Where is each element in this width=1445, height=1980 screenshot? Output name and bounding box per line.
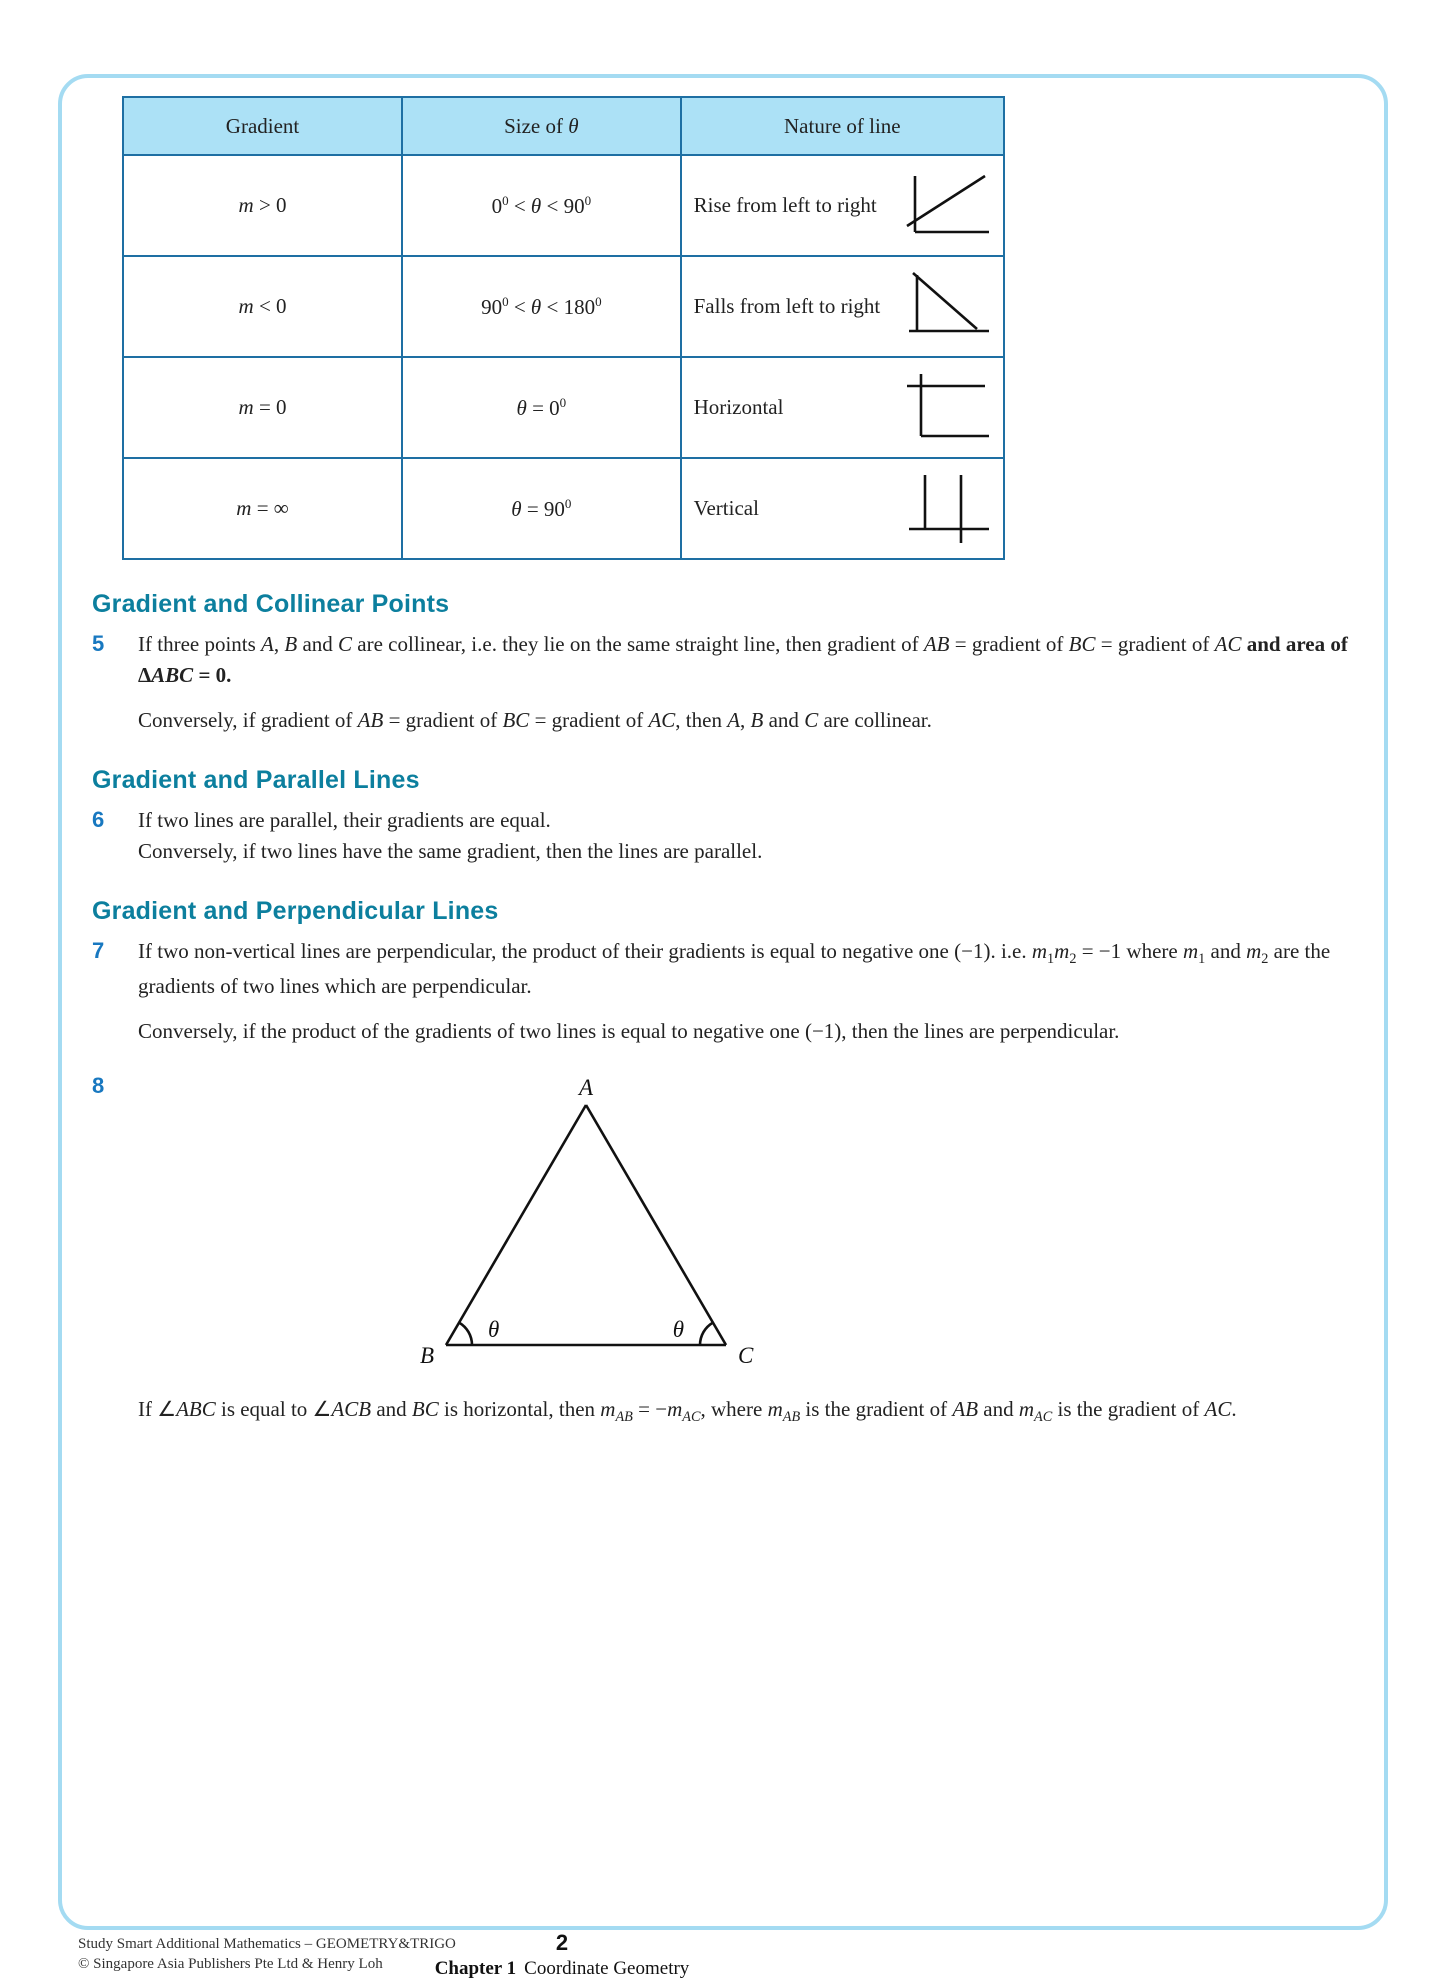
nature-text: Vertical	[693, 496, 759, 520]
chapter-reference	[312, 1958, 812, 1980]
item-number: 5	[92, 631, 105, 656]
chapter-label: Chapter 1	[434, 1958, 517, 1979]
item-8	[92, 1071, 1355, 1428]
item-number: 7	[92, 938, 105, 964]
perpendicular-paragraph-1: If two non-vertical lines are perpendicular, the product of their gradients is equal to negative one (−1). i.e. $m_1m_2 = -1$ where $m_1$ and $m_2$ are the gradients of two lines which are perpendicular.	[138, 939, 1331, 998]
table-header-row	[123, 97, 1004, 155]
parallel-paragraph-2: Conversely, if two lines have the same gradient, then the lines are parallel.	[138, 839, 763, 864]
nature-text: Falls from left to right	[693, 294, 881, 318]
size-cell: $90^0 < \theta < 180^0$	[402, 256, 681, 357]
isosceles-triangle-figure	[406, 1075, 766, 1384]
chapter-title: Coordinate Geometry	[524, 1958, 690, 1979]
nature-cell	[681, 155, 1004, 256]
gradient-cell: m < 0	[123, 256, 402, 357]
gradient-cell: m = ∞	[123, 458, 402, 559]
perpendicular-paragraph-2: Conversely, if the product of the gradients of two lines is equal to negative one (−1), then the lines are perpendicular.	[138, 1018, 1120, 1043]
item-number: 6	[92, 807, 105, 833]
nature-cell	[681, 256, 1004, 357]
triangle-caption: If ∠ABC is equal to ∠ACB and BC is horizontal, then $m_{AB} = -m_{AC}$, where $m_{AB}$ is the gradient of AB and $m_{AC}$ is the gradient of AC.	[138, 1396, 1237, 1426]
parallel-paragraph-1: If two lines are parallel, their gradients are equal.	[138, 808, 551, 833]
rising-line-icon	[903, 168, 993, 244]
angle-theta-c-label: θ	[672, 1316, 684, 1342]
vertex-label-c: C	[738, 1342, 754, 1368]
table-row	[123, 256, 1004, 357]
header-gradient: Gradient	[123, 97, 402, 155]
size-cell: $\theta = 0^0$	[402, 357, 681, 458]
collinear-paragraph-1: If three points A, B and C are collinear, i.e. they lie on the same straight line, then gradient of AB = gradient of BC = gradient of AC and area of ΔABC = 0.	[138, 632, 1348, 688]
table-row	[123, 357, 1004, 458]
vertical-line-icon	[903, 471, 993, 547]
footer-copyright: © Singapore Asia Publishers Pte Ltd & Henry Loh	[78, 1956, 383, 1973]
angle-theta-b-label: θ	[488, 1316, 500, 1342]
footer-series-title: Study Smart Additional Mathematics – GEOMETRY&TRIGO	[78, 1936, 456, 1952]
nature-text: Horizontal	[693, 395, 784, 419]
table-row	[123, 155, 1004, 256]
item-5	[92, 629, 1355, 736]
header-size-of-theta: Size of θ	[402, 97, 681, 155]
gradient-cell: m > 0	[123, 155, 402, 256]
section-heading-collinear: Gradient and Collinear Points	[92, 590, 450, 618]
page-number: 2	[555, 1930, 569, 1955]
nature-text: Rise from left to right	[693, 193, 877, 217]
size-cell: $0^0 < \theta < 90^0$	[402, 155, 681, 256]
section-heading-parallel: Gradient and Parallel Lines	[92, 766, 420, 795]
section-heading-perpendicular: Gradient and Perpendicular Lines	[92, 897, 499, 926]
vertex-label-a: A	[578, 1074, 594, 1100]
item-6	[92, 805, 1355, 867]
gradient-cell: m = 0	[123, 357, 402, 458]
falling-line-icon	[903, 269, 993, 345]
nature-cell	[681, 458, 1004, 559]
table-row	[123, 458, 1004, 559]
size-cell: $\theta = 90^0$	[402, 458, 681, 559]
gradient-table	[122, 96, 1005, 560]
nature-cell	[681, 357, 1004, 458]
item-7	[92, 936, 1355, 1046]
vertex-label-b: B	[419, 1342, 434, 1368]
page-content	[92, 96, 1355, 1428]
horizontal-line-icon	[903, 370, 993, 446]
collinear-paragraph-2: Conversely, if gradient of AB = gradient of BC = gradient of AC, then A, B and C are collinear.	[138, 708, 932, 733]
item-number: 8	[92, 1072, 105, 1098]
header-nature-of-line: Nature of line	[681, 97, 1004, 155]
